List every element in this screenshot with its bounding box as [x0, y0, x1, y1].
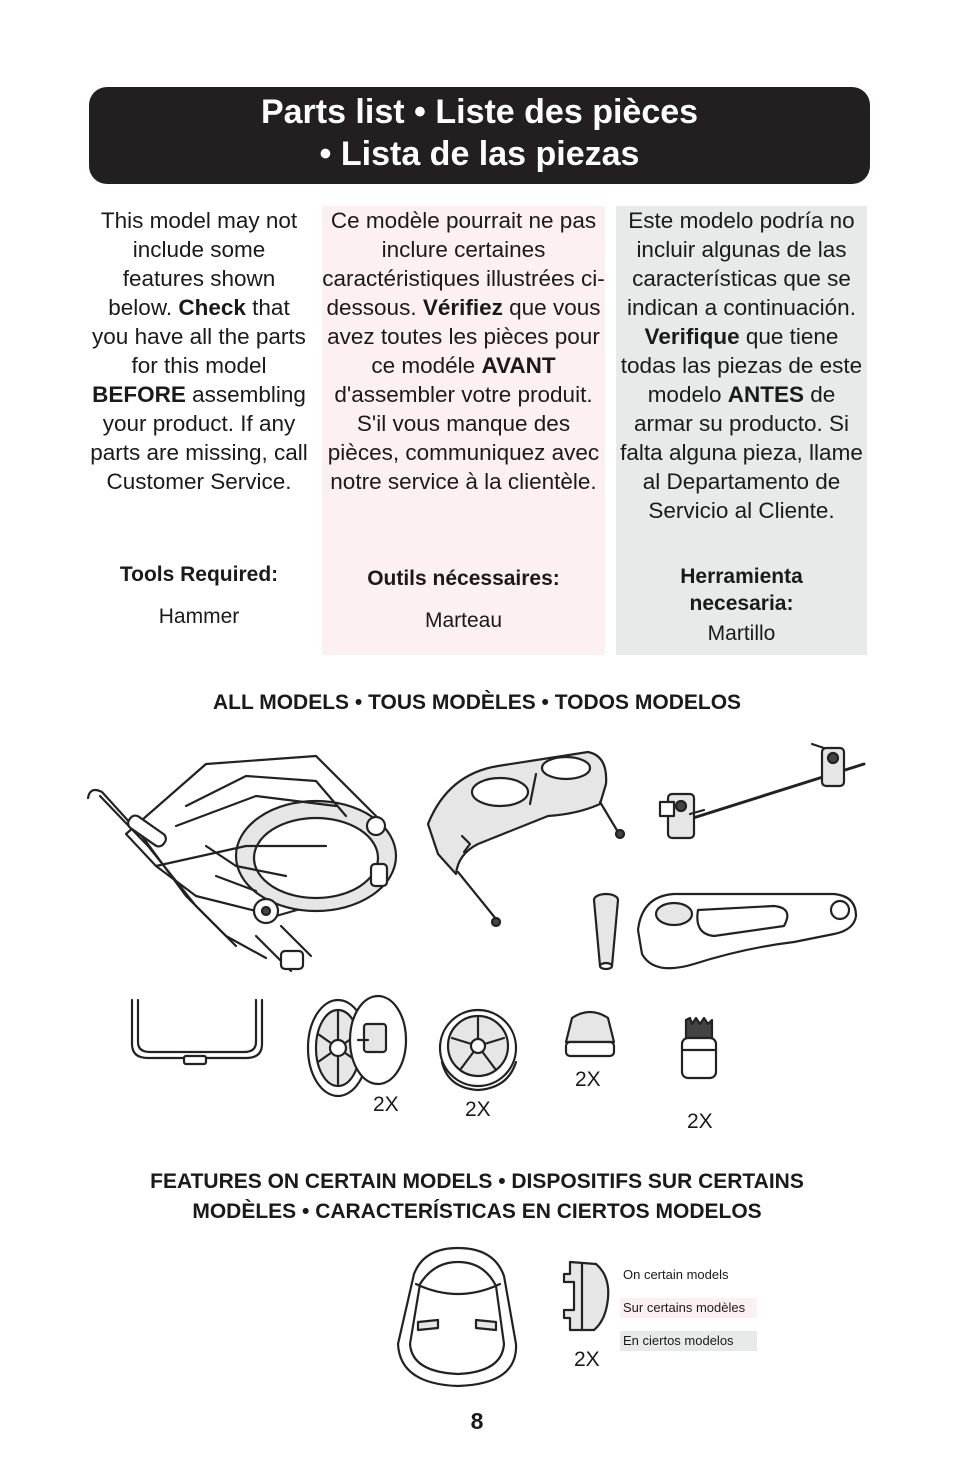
intro-fr-part2: que vous avez toutes les pièces pour ce modéle — [327, 295, 601, 378]
front-wheel-illustration — [434, 1008, 524, 1098]
intro-fr-part3: d'assembler votre produit. S'il vous manque des pièces, communiquez avec notre service à la clientèle. — [327, 382, 600, 494]
intro-es-part3: de armar su producto. Si falta alguna pieza, llame al Departamento de Servicio al Cliente. — [620, 382, 863, 523]
intro-fr-part1: Ce modèle pourrait ne pas inclure certaines caractéristiques illustrées ci-dessous. — [322, 208, 605, 320]
intro-es-part2: que tiene todas las piezas de este modelo — [620, 324, 863, 407]
certain-models-heading-line-1: FEATURES ON CERTAIN MODELS • DISPOSITIFS SUR CERTAINS — [150, 1170, 804, 1193]
tools-value-english: Hammer — [158, 605, 240, 628]
tools-heading-french: Outils nécessaires: — [367, 567, 560, 590]
stroller-frame-illustration — [86, 746, 416, 976]
tools-value-french: Marteau — [424, 609, 503, 632]
tools-value-spanish: Martillo — [707, 622, 776, 645]
parent-tray-illustration — [418, 744, 610, 936]
intro-en-check: Check — [178, 295, 246, 320]
intro-fr-before: AVANT — [481, 353, 556, 378]
page-title-line-1: Parts list • Liste des pièces — [260, 93, 699, 131]
rear-wheel-illustration — [304, 994, 408, 1100]
page-title-line-2: • Lista de las piezas — [319, 135, 640, 173]
intro-en-part3: assembling your product. If any parts are missing, call Customer Service. — [90, 382, 308, 494]
intro-text-english — [89, 206, 309, 496]
wheel-cap-illustration — [562, 1008, 618, 1060]
intro-en-before: BEFORE — [92, 382, 186, 407]
quantity-clip: 2X — [574, 1348, 600, 1371]
quantity-wheel-cap: 2X — [575, 1068, 601, 1091]
bumper-bar-illustration — [126, 998, 268, 1070]
legend-item-english: On certain models — [623, 1267, 729, 1282]
intro-column-spanish — [616, 206, 867, 655]
page-title-bar — [89, 87, 870, 184]
intro-es-part1: Este modelo podría no incluir algunas de las características que se indican a continuación. — [627, 208, 856, 320]
seat-pad-illustration — [394, 1244, 520, 1390]
intro-fr-check: Vérifiez — [422, 295, 503, 320]
child-tray-illustration — [634, 890, 860, 978]
intro-text-french — [322, 206, 605, 496]
quantity-wheel-insert: 2X — [687, 1110, 713, 1133]
certain-models-heading — [60, 1167, 894, 1227]
intro-text-spanish — [616, 206, 867, 525]
intro-column-french — [322, 206, 605, 655]
tools-heading-english: Tools Required: — [119, 563, 279, 586]
wheel-insert-illustration — [676, 1016, 722, 1082]
intro-en-part1: This model may not include some features shown below. — [100, 208, 298, 320]
certain-models-heading-line-2: MODÈLES • CARACTERÍSTICAS EN CIERTOS MODELOS — [192, 1200, 762, 1223]
rear-axle-illustration — [654, 744, 868, 844]
quantity-rear-wheel: 2X — [373, 1093, 399, 1116]
quantity-front-wheel: 2X — [465, 1098, 491, 1121]
intro-en-part2: that you have all the parts for this model — [92, 295, 306, 378]
legend-item-french: Sur certains modèles — [620, 1298, 757, 1318]
page-number: 8 — [470, 1408, 484, 1434]
intro-es-before: ANTES — [727, 382, 805, 407]
axle-pin-illustration — [586, 892, 626, 972]
legend-item-spanish: En ciertos modelos — [620, 1331, 757, 1351]
tools-heading-spanish: Herramienta necesaria: — [680, 565, 803, 615]
intro-es-check: Verifique — [644, 324, 740, 349]
all-models-heading: ALL MODELS • TOUS MODÈLES • TODOS MODELOS — [212, 691, 742, 714]
clip-illustration — [560, 1258, 612, 1334]
intro-column-english — [89, 206, 309, 655]
